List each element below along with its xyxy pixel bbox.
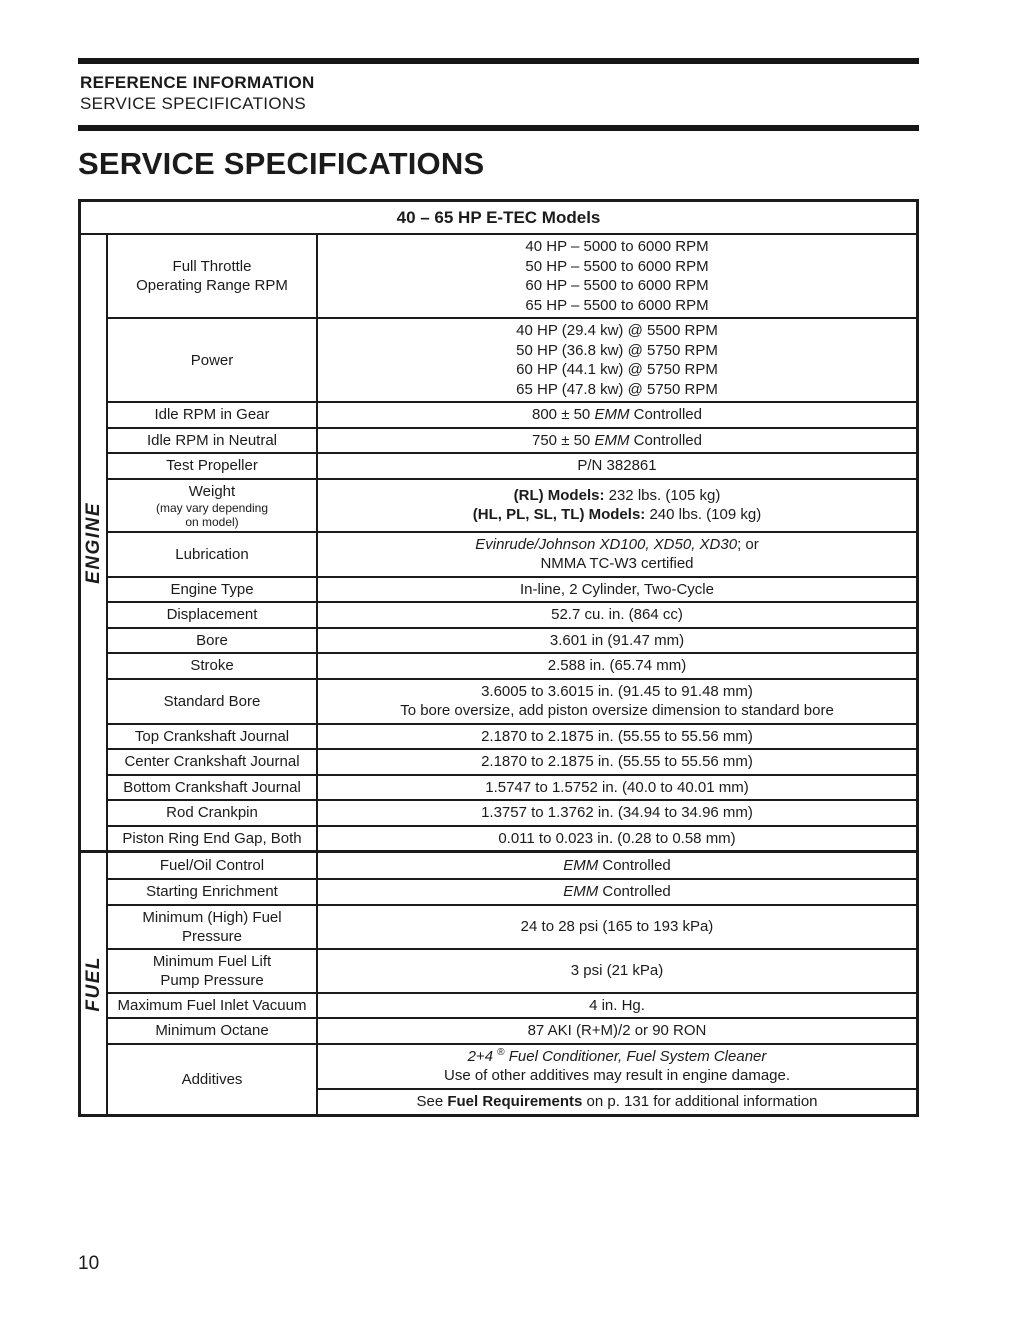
text-segment: Starting Enrichment bbox=[146, 883, 278, 901]
row-label-line bbox=[111, 605, 313, 624]
text-segment: Additives bbox=[181, 1070, 243, 1088]
row-values bbox=[318, 853, 916, 878]
row-values bbox=[318, 1019, 916, 1043]
row-value-line bbox=[328, 486, 906, 506]
text-segment: Controlled bbox=[629, 431, 702, 449]
section-side-cell bbox=[81, 235, 108, 850]
text-segment: 1.5747 to 1.5752 in. (40.0 to 40.01 mm) bbox=[485, 778, 749, 796]
text-segment: EMM bbox=[594, 431, 630, 449]
page-title: SERVICE SPECIFICATIONS bbox=[78, 146, 485, 181]
row-value-cell bbox=[318, 750, 916, 774]
text-segment: Piston Ring End Gap, Both bbox=[122, 829, 302, 847]
text-segment: Idle RPM in Neutral bbox=[146, 431, 278, 449]
row-value-line bbox=[328, 996, 906, 1016]
table-row bbox=[108, 904, 916, 948]
row-label-line bbox=[111, 545, 313, 564]
text-segment: Minimum (High) Fuel Pressure bbox=[142, 908, 282, 945]
table-row bbox=[108, 576, 916, 602]
table-row bbox=[108, 678, 916, 723]
text-segment: 750 ± 50 bbox=[532, 431, 595, 449]
text-segment: 65 HP – 5500 to 6000 RPM bbox=[525, 296, 709, 314]
row-value-line bbox=[328, 580, 906, 600]
row-label bbox=[108, 429, 318, 453]
text-segment: EMM bbox=[563, 856, 599, 874]
table-title: 40 – 65 HP E-TEC Models bbox=[81, 202, 916, 235]
text-segment: NMMA TC-W3 certified bbox=[540, 555, 694, 572]
text-segment: P/N 382861 bbox=[577, 457, 657, 474]
row-label bbox=[108, 629, 318, 653]
row-values bbox=[318, 906, 916, 948]
text-segment: Power bbox=[190, 351, 234, 369]
row-value-line bbox=[328, 1092, 906, 1112]
table-row bbox=[108, 601, 916, 627]
row-value-line bbox=[328, 631, 906, 651]
row-value-line bbox=[328, 803, 906, 823]
row-label bbox=[108, 994, 318, 1018]
text-segment: 65 HP (47.8 kw) @ 5750 RPM bbox=[516, 380, 718, 398]
row-label bbox=[108, 578, 318, 602]
running-header-section: REFERENCE INFORMATION bbox=[80, 73, 315, 92]
table-row bbox=[108, 723, 916, 749]
text-segment: 52.7 cu. in. (864 cc) bbox=[551, 606, 683, 623]
row-values bbox=[318, 429, 916, 453]
row-value-line bbox=[328, 882, 906, 902]
row-value-line bbox=[328, 321, 906, 341]
row-value-cell bbox=[318, 654, 916, 678]
row-values bbox=[318, 603, 916, 627]
text-segment: EMM bbox=[594, 406, 630, 423]
text-segment: Fuel Conditioner, Fuel System Cleaner bbox=[504, 1047, 767, 1065]
table-row bbox=[108, 948, 916, 992]
row-value-line bbox=[328, 360, 906, 380]
row-label bbox=[108, 827, 318, 851]
row-label bbox=[108, 750, 318, 774]
text-segment: Weight bbox=[188, 482, 236, 500]
section-rows bbox=[108, 853, 916, 1114]
text-segment: Stroke bbox=[190, 657, 234, 675]
row-value-line bbox=[328, 257, 906, 277]
section-rows bbox=[108, 235, 916, 850]
text-segment: (HL, PL, SL, TL) Models: bbox=[472, 506, 646, 523]
text-segment: 40 HP – 5000 to 6000 RPM bbox=[525, 238, 709, 255]
row-label-line bbox=[111, 257, 313, 276]
row-values bbox=[318, 827, 916, 851]
row-values bbox=[318, 750, 916, 774]
text-segment: 3.601 in (91.47 mm) bbox=[549, 631, 685, 649]
text-segment: Pump Pressure bbox=[160, 971, 264, 989]
text-segment: 60 HP (44.1 kw) @ 5750 RPM bbox=[516, 361, 718, 378]
text-segment: Fuel Requirements bbox=[447, 1092, 583, 1110]
text-segment: (may vary depending bbox=[155, 500, 269, 515]
row-label-line bbox=[111, 803, 313, 822]
text-segment: Controlled bbox=[598, 856, 671, 874]
row-value-line bbox=[328, 701, 906, 721]
text-segment: ; or bbox=[737, 535, 759, 553]
text-segment: See bbox=[416, 1092, 448, 1110]
row-values bbox=[318, 680, 916, 723]
row-value-cell bbox=[318, 403, 916, 427]
table-row bbox=[108, 531, 916, 576]
row-value-line bbox=[328, 276, 906, 296]
row-value-line bbox=[328, 505, 906, 525]
row-values bbox=[318, 880, 916, 904]
table-row bbox=[108, 853, 916, 878]
row-label-line bbox=[111, 908, 313, 946]
table-row bbox=[108, 799, 916, 825]
table-row bbox=[108, 427, 916, 453]
row-value-cell bbox=[318, 603, 916, 627]
text-segment: 240 lbs. (109 kg) bbox=[645, 506, 762, 523]
row-label bbox=[108, 403, 318, 427]
text-segment: Engine Type bbox=[170, 580, 254, 598]
row-value-line bbox=[328, 341, 906, 361]
page-content bbox=[78, 58, 919, 1117]
text-segment: Standard Bore bbox=[163, 692, 261, 710]
text-segment: 2.588 in. (65.74 mm) bbox=[547, 657, 687, 674]
table-row bbox=[108, 1043, 916, 1115]
running-header bbox=[78, 64, 919, 125]
row-label-line bbox=[111, 482, 313, 501]
row-label bbox=[108, 654, 318, 678]
row-label bbox=[108, 680, 318, 723]
row-value-line bbox=[328, 1021, 906, 1041]
table-body bbox=[81, 235, 916, 1114]
row-value-line bbox=[328, 605, 906, 625]
text-segment: Use of other additives may result in engine damage. bbox=[443, 1067, 791, 1084]
row-value-cell bbox=[318, 1088, 916, 1115]
row-label-line bbox=[111, 882, 313, 901]
text-segment: Lubrication bbox=[175, 545, 249, 563]
row-values bbox=[318, 950, 916, 992]
row-value-cell bbox=[318, 950, 916, 992]
text-segment: Rod Crankpin bbox=[166, 804, 258, 822]
row-values bbox=[318, 801, 916, 825]
text-segment: 4 in. Hg. bbox=[589, 996, 645, 1014]
row-label bbox=[108, 603, 318, 627]
table-row bbox=[108, 878, 916, 904]
text-segment: on p. 131 for additional information bbox=[582, 1092, 818, 1110]
text-segment: Evinrude/Johnson XD100, XD50, XD30 bbox=[475, 535, 738, 553]
row-value-cell bbox=[318, 906, 916, 948]
text-segment: Idle RPM in Gear bbox=[154, 406, 270, 424]
row-value-line bbox=[328, 1047, 906, 1067]
row-value-line bbox=[328, 856, 906, 876]
row-values bbox=[318, 725, 916, 749]
text-segment: EMM bbox=[563, 883, 599, 900]
row-label-line bbox=[111, 580, 313, 599]
row-label-line bbox=[111, 405, 313, 424]
text-segment: 40 HP (29.4 kw) @ 5500 RPM bbox=[516, 322, 718, 339]
row-label bbox=[108, 801, 318, 825]
row-value-cell bbox=[318, 776, 916, 800]
row-label-line bbox=[111, 952, 313, 971]
table-row bbox=[108, 478, 916, 531]
row-values bbox=[318, 1045, 916, 1115]
section-side-cell bbox=[81, 853, 108, 1114]
text-segment: Maximum Fuel Inlet Vacuum bbox=[117, 996, 307, 1014]
text-segment: 232 lbs. (105 kg) bbox=[604, 486, 721, 504]
text-segment: 2.1870 to 2.1875 in. (55.55 to 55.56 mm) bbox=[481, 753, 753, 770]
table-row bbox=[108, 1017, 916, 1043]
text-segment: 50 HP (36.8 kw) @ 5750 RPM bbox=[516, 341, 718, 359]
row-label bbox=[108, 454, 318, 478]
row-value-cell bbox=[318, 533, 916, 576]
row-value-cell bbox=[318, 827, 916, 851]
row-values bbox=[318, 578, 916, 602]
row-value-cell bbox=[318, 853, 916, 878]
text-segment: (RL) Models: bbox=[513, 486, 605, 504]
row-value-cell bbox=[318, 319, 916, 401]
row-values bbox=[318, 403, 916, 427]
row-label bbox=[108, 950, 318, 992]
text-segment: 1.3757 to 1.3762 in. (34.94 to 34.96 mm) bbox=[481, 804, 753, 821]
row-value-line bbox=[328, 752, 906, 772]
row-label-line bbox=[111, 692, 313, 711]
row-label bbox=[108, 776, 318, 800]
table-row bbox=[108, 452, 916, 478]
row-label bbox=[108, 906, 318, 948]
row-label-line bbox=[111, 829, 313, 848]
table-row bbox=[108, 627, 916, 653]
row-label-line bbox=[111, 727, 313, 746]
row-label bbox=[108, 725, 318, 749]
row-label bbox=[108, 1045, 318, 1115]
section-engine bbox=[81, 235, 916, 850]
row-value-line bbox=[328, 296, 906, 316]
row-value-cell bbox=[318, 578, 916, 602]
text-segment: 800 ± 50 bbox=[532, 406, 595, 423]
row-value-line bbox=[328, 727, 906, 747]
row-values bbox=[318, 480, 916, 531]
text-segment: Operating Range RPM bbox=[136, 277, 288, 294]
text-segment: To bore oversize, add piston oversize dimension to standard bore bbox=[400, 702, 834, 719]
table-row bbox=[108, 401, 916, 427]
row-label-line bbox=[111, 631, 313, 650]
text-segment: Minimum Octane bbox=[155, 1022, 269, 1040]
row-label-line bbox=[111, 276, 313, 295]
row-value-line bbox=[328, 554, 906, 574]
row-value-cell bbox=[318, 880, 916, 904]
table-row bbox=[108, 748, 916, 774]
row-value-cell bbox=[318, 454, 916, 478]
row-values bbox=[318, 776, 916, 800]
row-value-line bbox=[328, 431, 906, 451]
row-value-cell bbox=[318, 1019, 916, 1043]
row-value-cell bbox=[318, 1045, 916, 1088]
row-label bbox=[108, 319, 318, 401]
row-value-line bbox=[328, 917, 906, 937]
table-row bbox=[108, 235, 916, 317]
table-row bbox=[108, 652, 916, 678]
text-segment: 24 to 28 psi (165 to 193 kPa) bbox=[520, 917, 714, 935]
row-label-line bbox=[111, 351, 313, 370]
row-value-line bbox=[328, 380, 906, 400]
table-row bbox=[108, 992, 916, 1018]
table-row bbox=[108, 774, 916, 800]
header-bottom-rule bbox=[78, 125, 919, 131]
row-value-cell bbox=[318, 680, 916, 723]
row-value-cell bbox=[318, 235, 916, 317]
row-values bbox=[318, 235, 916, 317]
row-label bbox=[108, 853, 318, 878]
text-segment: Test Propeller bbox=[166, 457, 258, 475]
text-segment: Top Crankshaft Journal bbox=[134, 727, 290, 745]
row-value-line bbox=[328, 535, 906, 555]
row-value-cell bbox=[318, 429, 916, 453]
text-segment: 3.6005 to 3.6015 in. (91.45 to 91.48 mm) bbox=[481, 682, 753, 700]
row-label-line bbox=[111, 996, 313, 1015]
text-segment: 2.1870 to 2.1875 in. (55.55 to 55.56 mm) bbox=[481, 727, 753, 745]
row-label-line bbox=[111, 515, 313, 529]
row-values bbox=[318, 629, 916, 653]
row-value-line bbox=[328, 682, 906, 702]
spec-table bbox=[78, 199, 919, 1117]
row-value-line bbox=[328, 961, 906, 981]
row-value-line bbox=[328, 656, 906, 676]
text-segment: 0.011 to 0.023 in. (0.28 to 0.58 mm) bbox=[498, 829, 736, 847]
text-segment: Bore bbox=[196, 631, 228, 649]
row-label-line bbox=[111, 456, 313, 475]
table-row bbox=[108, 317, 916, 401]
row-label bbox=[108, 480, 318, 531]
text-segment: Fuel/Oil Control bbox=[159, 857, 265, 874]
text-segment: 2+4 bbox=[467, 1047, 498, 1065]
section-label-fuel: FUEL bbox=[82, 955, 104, 1012]
text-segment: 50 HP – 5500 to 6000 RPM bbox=[525, 257, 709, 275]
row-label-line bbox=[111, 971, 313, 990]
row-value-line bbox=[328, 1066, 906, 1086]
text-segment: on model) bbox=[185, 514, 239, 529]
row-label-line bbox=[111, 501, 313, 515]
row-label-line bbox=[111, 431, 313, 450]
row-label-line bbox=[111, 1021, 313, 1040]
text-segment: Controlled bbox=[629, 406, 702, 423]
text-segment: 60 HP – 5500 to 6000 RPM bbox=[525, 277, 709, 294]
row-value-cell bbox=[318, 725, 916, 749]
section-label-engine: ENGINE bbox=[82, 501, 104, 584]
row-value-cell bbox=[318, 994, 916, 1018]
row-label bbox=[108, 533, 318, 576]
row-label-line bbox=[111, 1070, 313, 1089]
row-values bbox=[318, 319, 916, 401]
text-segment: Minimum Fuel Lift bbox=[152, 952, 272, 970]
text-segment: Bottom Crankshaft Journal bbox=[123, 778, 301, 796]
row-values bbox=[318, 994, 916, 1018]
row-values bbox=[318, 533, 916, 576]
row-values bbox=[318, 454, 916, 478]
text-segment: ® bbox=[497, 1046, 505, 1058]
text-segment: Center Crankshaft Journal bbox=[124, 753, 300, 771]
row-value-line bbox=[328, 237, 906, 257]
row-value-cell bbox=[318, 480, 916, 531]
text-segment: 87 AKI (R+M)/2 or 90 RON bbox=[527, 1022, 707, 1039]
row-value-line bbox=[328, 405, 906, 425]
text-segment: In-line, 2 Cylinder, Two-Cycle bbox=[520, 580, 714, 598]
text-segment: Full Throttle bbox=[172, 258, 252, 275]
row-label-line bbox=[111, 656, 313, 675]
text-segment: Displacement bbox=[166, 606, 258, 624]
row-value-cell bbox=[318, 801, 916, 825]
row-values bbox=[318, 654, 916, 678]
running-header-subsection: SERVICE SPECIFICATIONS bbox=[80, 94, 307, 113]
row-label-line bbox=[111, 778, 313, 797]
text-segment: 3 psi (21 kPa) bbox=[570, 961, 664, 979]
row-value-cell bbox=[318, 629, 916, 653]
row-value-line bbox=[328, 456, 906, 476]
section-fuel bbox=[81, 850, 916, 1114]
table-row bbox=[108, 825, 916, 851]
row-label bbox=[108, 1019, 318, 1043]
row-label bbox=[108, 880, 318, 904]
page-number: 10 bbox=[78, 1253, 100, 1274]
row-value-line bbox=[328, 778, 906, 798]
row-label-line bbox=[111, 752, 313, 771]
row-label-line bbox=[111, 856, 313, 875]
row-label bbox=[108, 235, 318, 317]
row-value-line bbox=[328, 829, 906, 849]
text-segment: Controlled bbox=[598, 883, 671, 900]
